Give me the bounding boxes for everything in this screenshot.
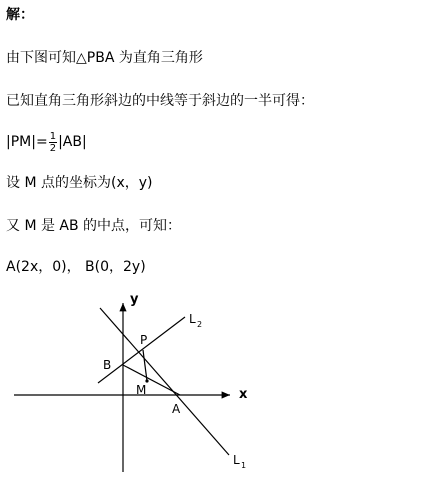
segment-BA: [123, 365, 180, 395]
formula-rhs: |AB|: [58, 134, 87, 150]
text-line-points: A(2x，0)， B(0，2y): [6, 259, 146, 275]
text-line-coordinates: 设 M 点的坐标为(x，y): [6, 175, 153, 191]
label-M: M: [136, 383, 147, 397]
fraction-numerator: 1: [49, 130, 57, 142]
label-x-axis: x: [239, 387, 248, 402]
line-L1: [100, 308, 229, 455]
formula-lhs: |PM|=: [6, 134, 48, 150]
line-L2: [98, 317, 185, 383]
label-A: A: [172, 402, 181, 416]
label-P: P: [140, 333, 148, 347]
label-L2-subscript: 2: [197, 320, 203, 329]
label-L1: L: [233, 453, 240, 467]
label-y-axis: y: [130, 292, 139, 307]
label-L1-subscript: 1: [241, 461, 247, 470]
text-line-midpoint: 又 M 是 AB 的中点，可知：: [6, 218, 182, 234]
label-B: B: [103, 358, 112, 372]
fraction-denominator: 2: [49, 142, 57, 154]
text-line-median: 已知直角三角形斜边的中线等于斜边的一半可得：: [6, 93, 314, 109]
label-L2: L: [189, 312, 196, 326]
text-line-triangle: 由下图可知△PBA 为直角三角形: [6, 50, 203, 66]
solution-label: 解：: [6, 7, 34, 23]
